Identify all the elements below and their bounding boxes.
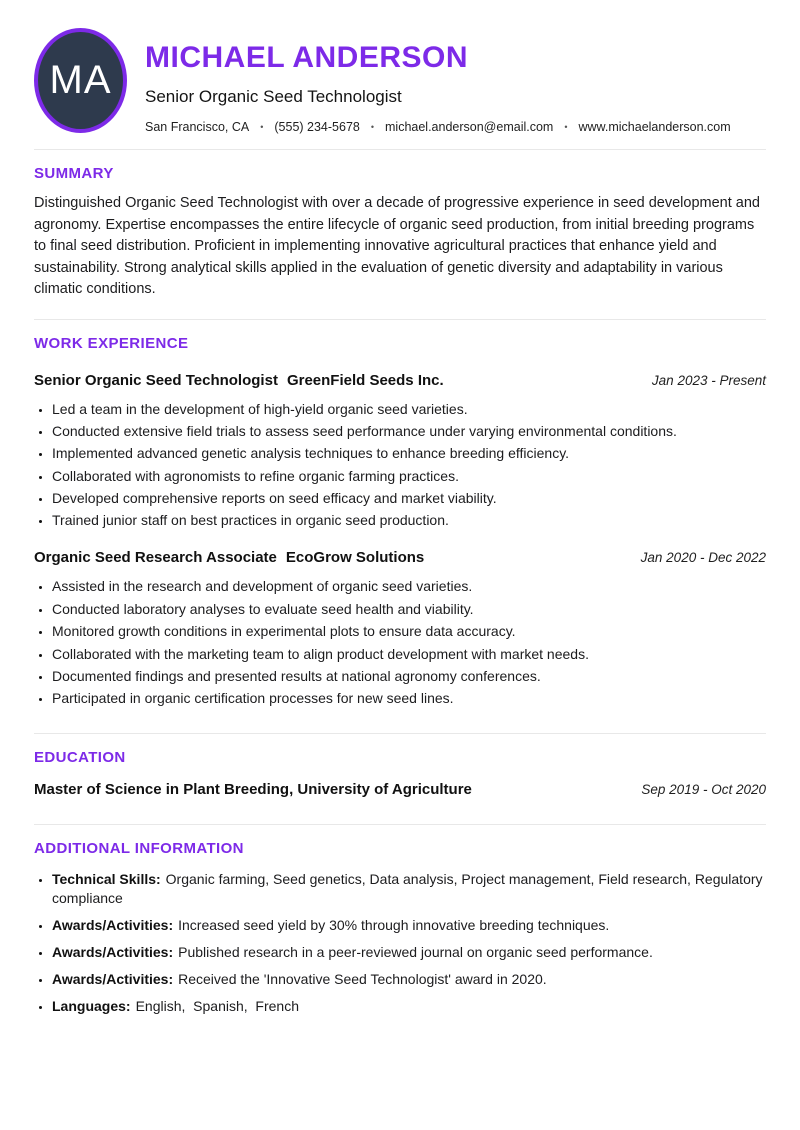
job-bullet: • Implemented advanced genetic analysis techniques to enhance breeding efficiency.	[52, 444, 766, 462]
additional-info-item	[52, 870, 766, 908]
work-experience-heading: WORK EXPERIENCE	[34, 334, 189, 352]
additional-information-heading: ADDITIONAL INFORMATION	[34, 840, 244, 858]
job-bullet: • Led a team in the development of high-yield organic seed varieties.	[52, 400, 766, 418]
job-header	[34, 549, 766, 566]
job-title-line	[34, 372, 444, 389]
job-bullet: • Documented findings and presented results at national agronomy conferences.	[52, 667, 766, 685]
job-bullet-list	[34, 577, 766, 707]
info-text: English, Spanish, French	[135, 998, 299, 1015]
work-experience-section	[0, 335, 800, 708]
contact-location: San Francisco, CA	[145, 120, 250, 134]
additional-info-item	[52, 943, 766, 962]
additional-info-item	[52, 997, 766, 1016]
info-label: Awards/Activities:	[52, 917, 174, 934]
summary-section	[0, 165, 800, 301]
job-title-line	[34, 549, 424, 566]
divider	[34, 319, 766, 320]
education-degree: Master of Science in Plant Breeding, University of Agriculture	[34, 781, 472, 799]
info-text: Organic farming, Seed genetics, Data analysis, Project management, Field research, Regulatory compliance	[52, 871, 767, 907]
info-label: Technical Skills:	[52, 871, 161, 888]
summary-text: Distinguished Organic Seed Technologist with over a decade of progressive experience in seed development and agronomy. Expertise encompasses the entire lifecycle of organic seed production, from initial breeding programs to final seed distribution. Proficient in implementing innovative agricultural practices that enhance yield and sustainability. Strong analytical skills applied in the evaluation of genetic diversity and adaptability in various climatic conditions.	[34, 195, 760, 297]
separator-dot-icon: •	[260, 122, 264, 132]
candidate-name: MICHAEL ANDERSON	[145, 41, 469, 74]
separator-dot-icon: •	[564, 122, 568, 132]
job-bullet: • Assisted in the research and development of organic seed varieties.	[52, 577, 766, 595]
info-text: Received the 'Innovative Seed Technologist' award in 2020.	[178, 971, 547, 988]
avatar	[34, 28, 127, 133]
summary-heading: SUMMARY	[34, 165, 114, 182]
info-label: Languages:	[52, 998, 131, 1015]
contact-phone: (555) 234-5678	[274, 120, 360, 134]
job-bullet: • Collaborated with agronomists to refine organic farming practices.	[52, 467, 766, 485]
job-header	[34, 372, 766, 389]
education-heading: EDUCATION	[34, 749, 126, 767]
job-title: Organic Seed Research Associate	[34, 549, 277, 567]
job-bullet: • Participated in organic certification processes for new seed lines.	[52, 689, 766, 707]
additional-information-section	[0, 840, 800, 1016]
resume-header	[0, 0, 800, 134]
info-text: Increased seed yield by 30% through innovative breeding techniques.	[178, 917, 610, 934]
divider	[34, 733, 766, 734]
info-text: Published research in a peer-reviewed journal on organic seed performance.	[178, 944, 653, 961]
additional-info-item	[52, 916, 766, 935]
divider	[34, 149, 766, 150]
additional-info-item	[52, 970, 766, 989]
job-dates: Jan 2020 - Dec 2022	[640, 550, 766, 566]
job-company: EcoGrow Solutions	[285, 549, 425, 567]
job-dates: Jan 2023 - Present	[651, 372, 766, 388]
contact-row	[145, 120, 731, 134]
education-section	[0, 749, 800, 798]
info-label: Awards/Activities:	[52, 971, 174, 988]
contact-website: www.michaelanderson.com	[578, 120, 731, 134]
additional-info-list	[34, 870, 766, 1016]
job-entry	[34, 549, 766, 707]
job-title: Senior Organic Seed Technologist	[34, 371, 278, 389]
avatar-initials: MA	[49, 58, 112, 102]
contact-email: michael.anderson@email.com	[385, 120, 554, 134]
candidate-title: Senior Organic Seed Technologist	[145, 87, 402, 106]
job-bullet: • Collaborated with the marketing team to align product development with market needs.	[52, 645, 766, 663]
job-bullet: • Conducted laboratory analyses to evaluate seed health and viability.	[52, 600, 766, 618]
job-bullet-list	[34, 400, 766, 530]
job-bullet: • Developed comprehensive reports on seed efficacy and market viability.	[52, 489, 766, 507]
info-label: Awards/Activities:	[52, 944, 174, 961]
education-entry	[34, 781, 766, 798]
job-company: GreenField Seeds Inc.	[286, 371, 444, 389]
header-text	[145, 28, 731, 134]
job-bullet: • Monitored growth conditions in experimental plots to ensure data accuracy.	[52, 622, 766, 640]
separator-dot-icon: •	[370, 122, 375, 132]
job-bullet: • Conducted extensive field trials to assess seed performance under varying environmental conditions.	[52, 422, 766, 440]
job-entry	[34, 372, 766, 530]
education-dates: Sep 2019 - Oct 2020	[641, 782, 766, 798]
job-bullet: • Trained junior staff on best practices in organic seed production.	[52, 511, 766, 529]
divider	[34, 824, 766, 825]
